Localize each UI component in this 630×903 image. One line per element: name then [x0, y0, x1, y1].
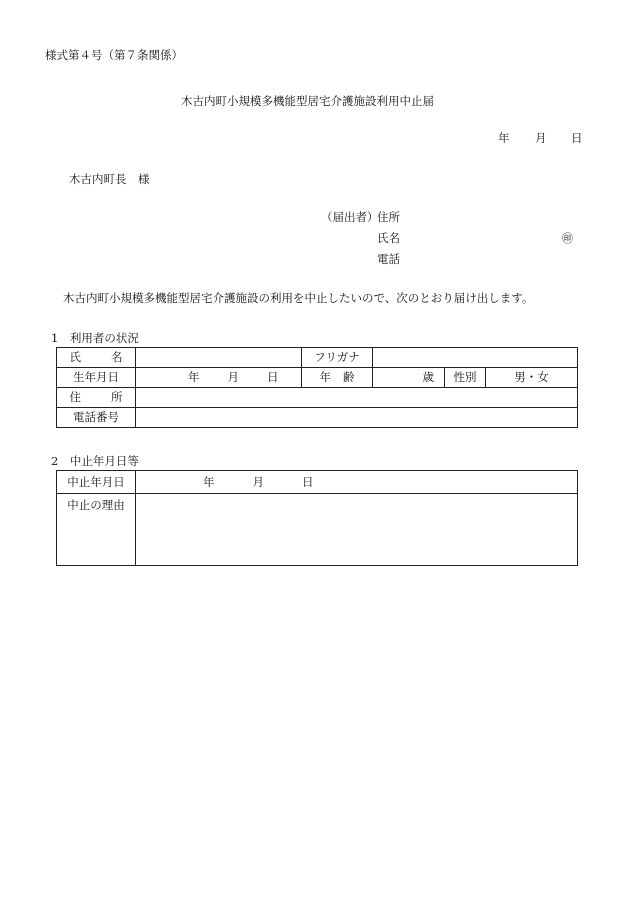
applicant-name-label: 氏名	[377, 231, 400, 245]
stop-date-label-cell: 中止年月日	[57, 471, 136, 494]
age-label-cell: 年 齢	[302, 368, 373, 388]
form-number: 様式第４号（第７条関係）	[45, 48, 183, 62]
applicant-address-label: 住所	[377, 210, 400, 224]
table-row	[57, 348, 578, 368]
address-label-cell: 住 所	[57, 388, 136, 408]
table-row	[57, 408, 578, 428]
age-value-cell[interactable]: 歳	[373, 368, 445, 388]
birthdate-value-cell[interactable]: 年 月 日	[136, 368, 302, 388]
date-month: 月	[535, 131, 547, 145]
date-year: 年	[498, 131, 510, 145]
addressee: 木古内町長 様	[69, 172, 150, 186]
stop-reason-label-cell: 中止の理由	[57, 494, 136, 566]
stop-date-value-cell[interactable]: 年 月 日	[136, 471, 578, 494]
table-row	[57, 368, 578, 388]
table-row	[57, 471, 578, 494]
address-value-cell[interactable]	[136, 388, 578, 408]
table-row	[57, 388, 578, 408]
seal-mark: ㊞	[562, 232, 573, 245]
stop-reason-value-cell[interactable]	[136, 494, 578, 566]
name-value-cell[interactable]	[136, 348, 302, 368]
date-day: 日	[571, 131, 583, 145]
phone-label-cell: 電話番号	[57, 408, 136, 428]
furigana-label-cell: フリガナ	[302, 348, 373, 368]
furigana-value-cell[interactable]	[373, 348, 578, 368]
name-label-cell: 氏 名	[57, 348, 136, 368]
applicant-phone-label: 電話	[377, 252, 400, 266]
sex-label-cell: 性別	[445, 368, 486, 388]
document-title: 木古内町小規模多機能型居宅介護施設利用中止届	[181, 94, 434, 108]
phone-value-cell[interactable]	[136, 408, 578, 428]
cancellation-table	[56, 470, 578, 566]
section1-heading: 1 利用者の状況	[51, 331, 139, 345]
birthdate-label-cell: 生年月日	[57, 368, 136, 388]
section2-heading: 2 中止年月日等	[51, 454, 139, 468]
applicant-role: （届出者）	[321, 210, 379, 224]
table-row	[57, 494, 578, 566]
sex-options-cell[interactable]: 男・女	[486, 368, 578, 388]
user-status-table	[56, 347, 578, 428]
body-text: 木古内町小規模多機能型居宅介護施設の利用を中止したいので、次のとおり届け出します。	[63, 291, 534, 305]
